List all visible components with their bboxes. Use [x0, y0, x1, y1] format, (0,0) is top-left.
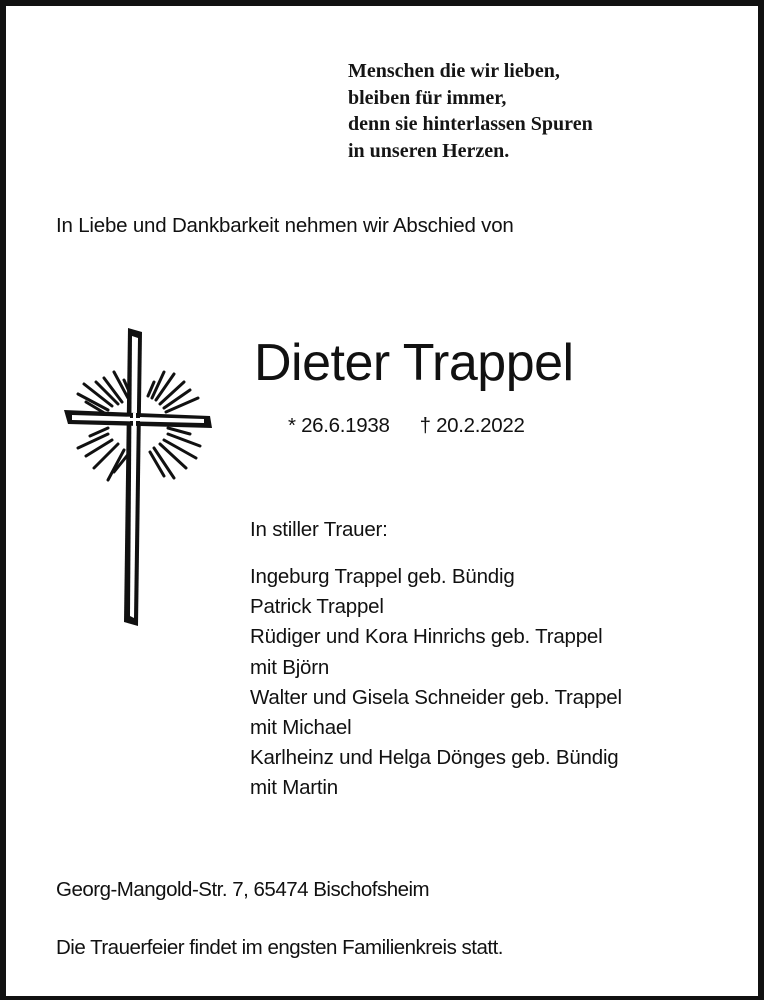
memorial-poem	[348, 58, 593, 164]
mourner-line: mit Martin	[250, 776, 338, 800]
family-address: Georg-Mangold-Str. 7, 65474 Bischofsheim	[56, 878, 430, 901]
poem-line: bleiben für immer,	[348, 86, 507, 109]
poem-line: in unseren Herzen.	[348, 139, 510, 162]
deceased-name: Dieter Trappel	[254, 334, 574, 392]
mourner-line: mit Michael	[250, 716, 352, 740]
poem-line: denn sie hinterlassen Spuren	[348, 113, 593, 135]
mourners-list	[250, 562, 622, 804]
ceremony-note: Die Trauerfeier findet im engsten Familienkreis statt.	[56, 936, 503, 959]
mourner-line: Ingeburg Trappel geb. Bündig	[250, 565, 515, 588]
death-date: † 20.2.2022	[419, 414, 525, 437]
mourner-line: mit Björn	[250, 655, 330, 679]
life-dates	[288, 414, 525, 438]
birth-date: * 26.6.1938	[288, 414, 390, 437]
mourner-line: Rüdiger und Kora Hinrichs geb. Trappel	[250, 625, 603, 649]
intro-text: In Liebe und Dankbarkeit nehmen wir Abschied von	[56, 214, 514, 237]
obituary-notice	[6, 6, 758, 996]
poem-line: Menschen die wir lieben,	[348, 60, 560, 82]
mourner-line: Karlheinz und Helga Dönges geb. Bündig	[250, 746, 619, 770]
cross-with-rays-icon	[56, 322, 216, 632]
mourner-line: Patrick Trappel	[250, 595, 384, 619]
mourner-line: Walter und Gisela Schneider geb. Trappel	[250, 685, 622, 709]
mourners-heading: In stiller Trauer:	[250, 518, 388, 541]
